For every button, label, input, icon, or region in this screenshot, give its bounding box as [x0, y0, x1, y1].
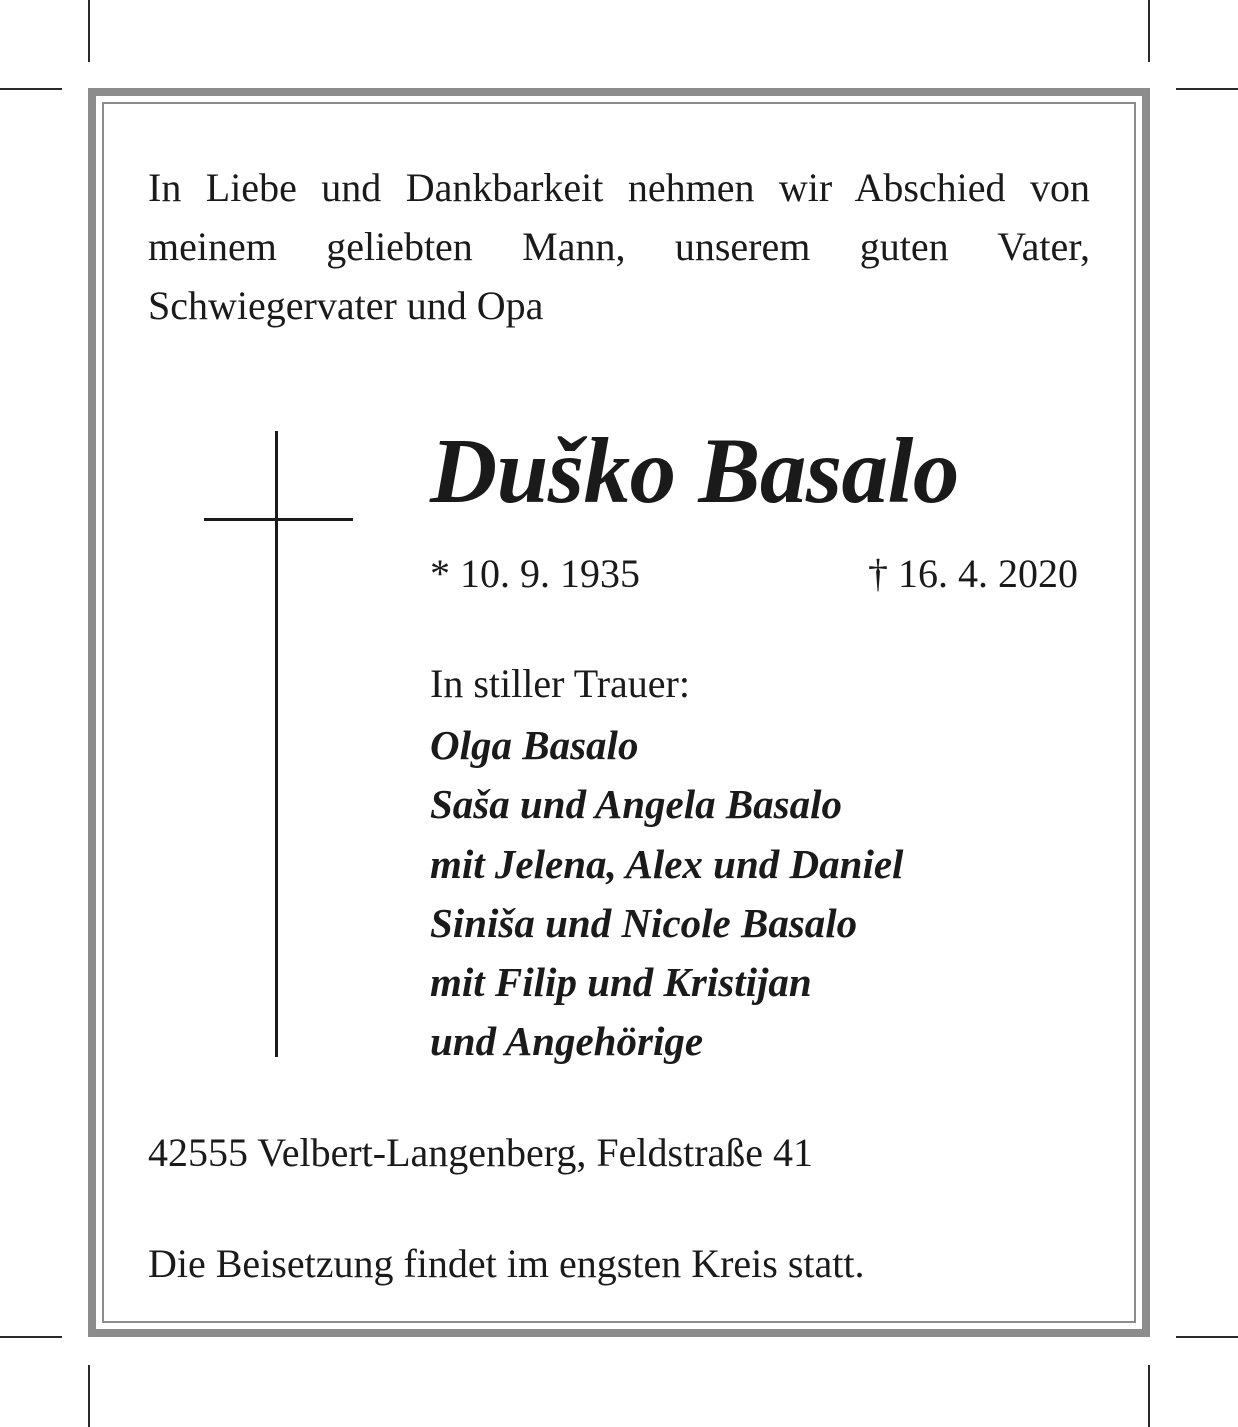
crop-mark-left-bottom	[0, 1336, 62, 1338]
mourner-line: Siniša und Nicole Basalo	[430, 899, 858, 946]
address: 42555 Velbert-Langenberg, Feldstraße 41	[148, 1130, 814, 1175]
birth-date: * 10. 9. 1935	[430, 551, 640, 596]
crop-mark-right-top	[1176, 88, 1238, 90]
crop-mark-bottom-left	[88, 1365, 90, 1427]
deceased-name: Duško Basalo	[430, 420, 959, 523]
cross-icon-horizontal-bar	[204, 518, 353, 521]
crop-mark-bottom-right	[1148, 1365, 1150, 1427]
mourner-line: mit Filip und Kristijan	[430, 959, 812, 1006]
crop-mark-left-top	[0, 88, 62, 90]
funeral-notice: Die Beisetzung findet im engsten Kreis statt.	[148, 1241, 865, 1286]
crop-mark-right-bottom	[1176, 1336, 1238, 1338]
crop-mark-top-left	[88, 0, 90, 62]
mourners-list	[430, 716, 903, 1072]
mourner-line: und Angehörige	[430, 1018, 704, 1065]
mourner-line: Olga Basalo	[430, 722, 639, 768]
mourner-line: mit Jelena, Alex und Daniel	[430, 840, 904, 887]
cross-icon-vertical-bar	[275, 431, 278, 1057]
death-date: † 16. 4. 2020	[868, 551, 1078, 596]
intro-text: In Liebe und Dankbarkeit nehmen wir Abschied von meinem geliebten Mann, unserem guten Vater, Schwiegervater und Opa	[148, 165, 1090, 328]
mourning-label: In stiller Trauer:	[430, 661, 690, 706]
mourner-line: Saša und Angela Basalo	[430, 781, 843, 828]
crop-mark-top-right	[1148, 0, 1150, 62]
